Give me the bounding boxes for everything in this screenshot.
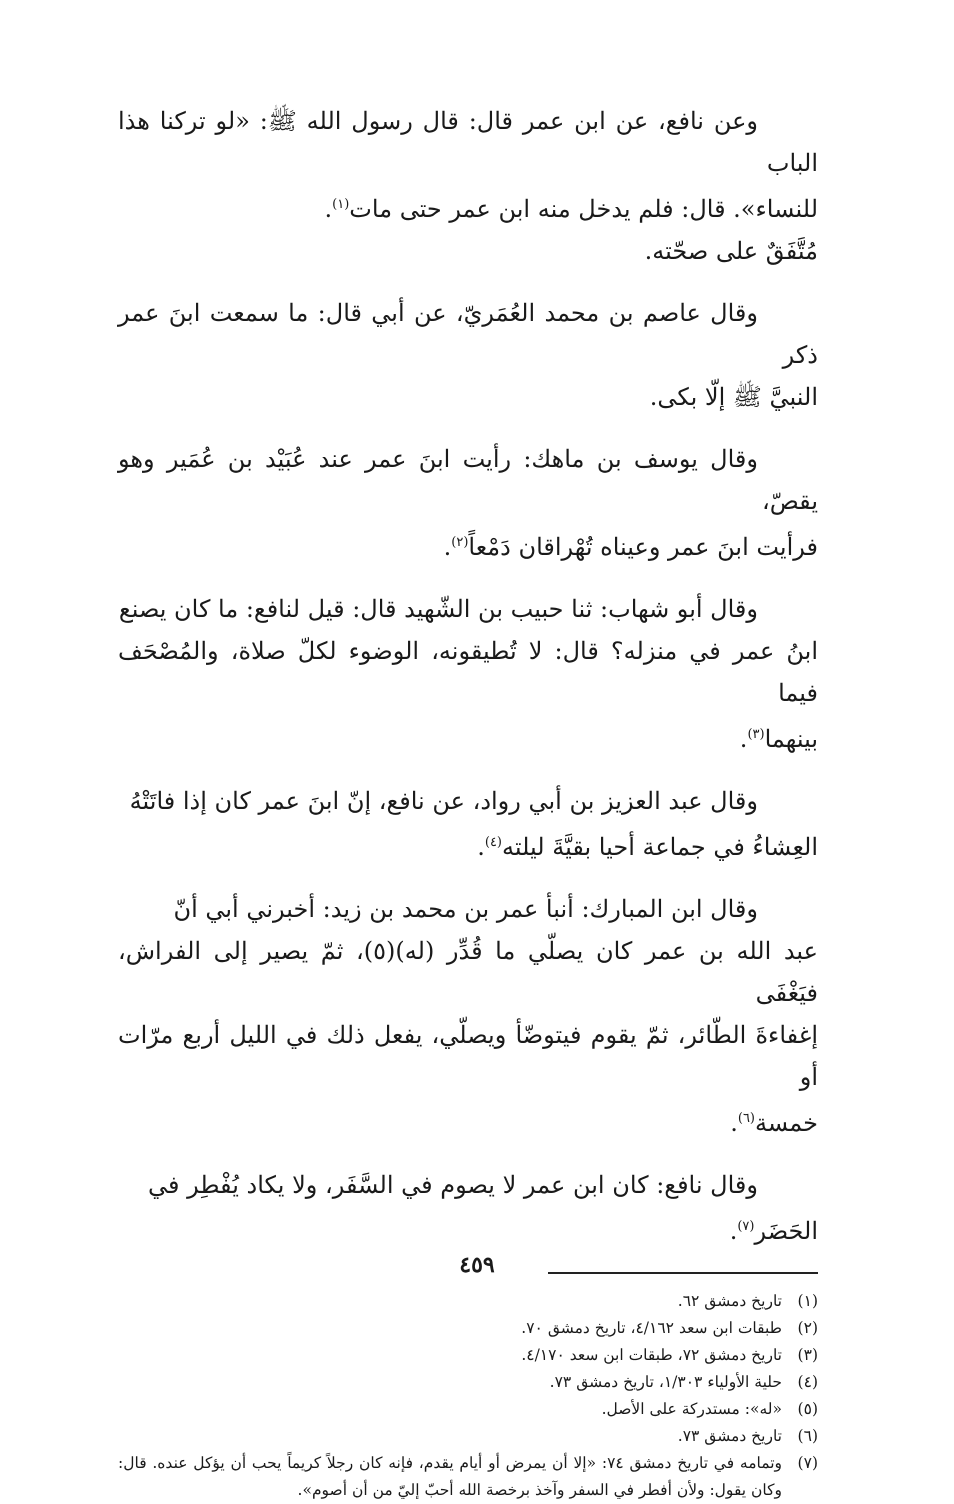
footnote-item [118, 1396, 818, 1423]
text-line: وقال عاصم بن محمد العُمَريّ، عن أبي قال: ما سمعت ابنَ عمر ذكر [118, 299, 818, 369]
footnote-number: (٥) [797, 1400, 818, 1418]
page-number: ٤٥٩ [459, 1252, 495, 1278]
footnote-ref: (٦) [737, 1111, 755, 1126]
footnote-number: (٦) [797, 1427, 818, 1445]
text-line: العِشاءُ في جماعة أحيا بقيَّةَ ليلته [502, 833, 818, 861]
footnote-text: حلية الأولياء ١/٣٠٣، تاريخ دمشق ٧٣. [549, 1373, 782, 1391]
footnote-number: (٢) [797, 1319, 818, 1337]
paragraph-6: وقال ابن المبارك: أنبأ عمر بن محمد بن زيد: أخبرني أبي أنّ عبد الله بن عمر كان يصلّي ما قُدِّر (له)(٥)، ثمّ يصير إلى الفراش، فيَغْفَى إغفاءةَ الطّائر، ثمّ يقوم فيتوضّأ ويصلّي، يفعل ذلك في الليل أربع مرّات أو خمسة$^{(٦)}$. [118, 888, 818, 1144]
text-line: خمسة [755, 1109, 818, 1137]
footnote-text: وتمامه في تاريخ دمشق ٧٤: «إلا أن يمرض أو أيام يقدم، فإنه كان رجلاً كريماً يحب أن يؤكل عنده. قال: وكان يقول: ولأن أفطر في السفر وآخذ برخصة الله أحبّ إليّ من أن أصوم». [118, 1454, 782, 1499]
paragraph-7: وقال نافع: كان ابن عمر لا يصوم في السَّفَر، ولا يكاد يُفْطِر في الحَضَر$^{(٧)}$. [118, 1164, 818, 1252]
page-body [118, 100, 818, 1504]
text-line: وقال يوسف بن ماهك: رأيت ابنَ عمر عند عُبَيْد بن عُمَير وهو يقصّ، [118, 445, 818, 515]
footnote-item [118, 1315, 818, 1342]
footnote-text: طبقات ابن سعد ٤/١٦٢، تاريخ دمشق ٧٠. [521, 1319, 782, 1337]
footnote-ref: (٤) [484, 835, 502, 850]
text-line: النبيَّ ﷺ إلّا بكى. [649, 383, 818, 411]
text-line: وقال ابن المبارك: أنبأ عمر بن محمد بن زيد: أخبرني أبي أنّ [173, 895, 758, 923]
text-line: عبد الله بن عمر كان يصلّي ما قُدِّر (له)(٥)، ثمّ يصير إلى الفراش، فيَغْفَى [118, 937, 818, 1007]
text-line: مُتَّفَقٌ على صحّته. [644, 237, 818, 265]
footnote-item [118, 1369, 818, 1396]
text-line: ابنُ عمر في منزله؟ قال: لا تُطيقونه، الوضوء لكلّ صلاة، والمُصْحَف فيما [118, 637, 818, 707]
footnotes [118, 1288, 818, 1504]
paragraph-2 [118, 292, 818, 418]
footnote-ref: (١) [332, 197, 350, 212]
footnote-item [118, 1342, 818, 1369]
paragraph-5: وقال عبد العزيز بن أبي رواد، عن نافع، إنّ ابنَ عمر كان إذا فاتَتْهُ العِشاءُ في جماعة أحيا بقيَّةَ ليلته$^{(٤)}$. [118, 780, 818, 868]
footnote-item [118, 1288, 818, 1315]
footnote-number: (٣) [797, 1346, 818, 1364]
text-line: فرأيت ابنَ عمر وعيناه تُهْراقان دَمْعاً [468, 533, 818, 561]
footnote-text: تاريخ دمشق ٦٢. [677, 1292, 782, 1310]
text-line: وقال نافع: كان ابن عمر لا يصوم في السَّفَر، ولا يكاد يُفْطِر في [148, 1171, 758, 1199]
paragraph-3: وقال يوسف بن ماهك: رأيت ابنَ عمر عند عُبَيْد بن عُمَير وهو يقصّ، فرأيت ابنَ عمر وعيناه تُهْراقان دَمْعاً$^{(٢)}$. [118, 438, 818, 568]
text-line: الحَضَر [754, 1217, 818, 1245]
paragraph-4: وقال أبو شهاب: ثنا حبيب بن الشّهيد قال: قيل لنافع: ما كان يصنع ابنُ عمر في منزله؟ قال: لا تُطيقونه، الوضوء لكلّ صلاة، والمُصْحَف فيما بينهما$^{(٣)}$. [118, 588, 818, 760]
text-line: بينهما [764, 725, 818, 753]
footnote-text: تاريخ دمشق ٧٢، طبقات ابن سعد ٤/١٧٠. [521, 1346, 782, 1364]
text-line: للنساء». قال: فلم يدخل منه ابن عمر حتى مات [349, 195, 818, 223]
footnote-ref: (٣) [747, 727, 765, 742]
text-line: إغفاءةَ الطّائر، ثمّ يقوم فيتوضّأ ويصلّي، يفعل ذلك في الليل أربع مرّات أو [118, 1021, 818, 1091]
paragraph-1: وعن نافع، عن ابن عمر قال: قال رسول الله ﷺ: «لو تركنا هذا الباب للنساء». قال: فلم يدخل منه ابن عمر حتى مات$^{(١)}$. مُتَّفَقٌ على صحّته. [118, 100, 818, 272]
footnote-ref: (٢) [451, 535, 469, 550]
footnote-item [118, 1423, 818, 1450]
text-line: وعن نافع، عن ابن عمر قال: قال رسول الله ﷺ: «لو تركنا هذا الباب [118, 107, 818, 177]
text-line: وقال أبو شهاب: ثنا حبيب بن الشّهيد قال: قيل لنافع: ما كان يصنع [118, 595, 758, 623]
footnote-ref: (٧) [737, 1219, 755, 1234]
footnote-number: (٧) [797, 1454, 818, 1472]
footnote-text: «له»: مستدركة على الأصل. [601, 1400, 782, 1418]
footnote-item [118, 1450, 818, 1504]
footnote-number: (١) [797, 1292, 818, 1310]
text-line: وقال عبد العزيز بن أبي رواد، عن نافع، إنّ ابنَ عمر كان إذا فاتَتْهُ [129, 787, 758, 815]
footnote-text: تاريخ دمشق ٧٣. [677, 1427, 782, 1445]
footnote-number: (٤) [797, 1373, 818, 1391]
